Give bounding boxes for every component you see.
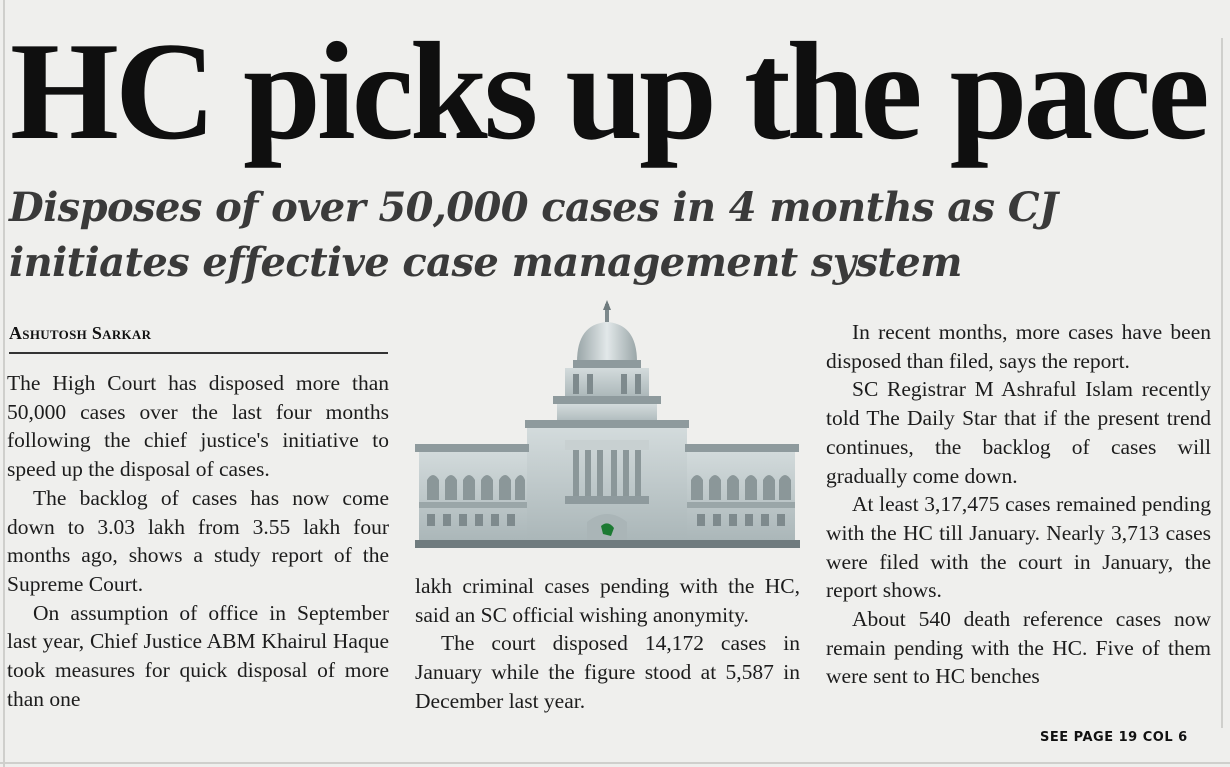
headline: HC picks up the pace bbox=[10, 14, 1206, 169]
article-column-3 bbox=[826, 318, 1211, 691]
paragraph: At least 3,17,475 cases remained pending with the HC till January. Nearly 3,713 cases were filed with the court in January, the report shows. bbox=[826, 492, 1211, 603]
jump-line: SEE PAGE 19 COL 6 bbox=[1040, 730, 1188, 745]
deck-subheadline: Disposes of over 50,000 cases in 4 months as CJ initiates effective case management system bbox=[9, 184, 1058, 286]
article-column-1 bbox=[7, 369, 389, 713]
supreme-court-building-icon bbox=[415, 300, 800, 555]
paragraph: In recent months, more cases have been disposed than filed, says the report. bbox=[826, 320, 1211, 373]
byline: Ashutosh Sarkar bbox=[9, 323, 152, 343]
paragraph: The backlog of cases has now come down to 3.03 lakh from 3.55 lakh four months ago, shows a study report of the Supreme Court. bbox=[7, 485, 389, 596]
paragraph: The High Court has disposed more than 50,000 cases over the last four months following the chief justice's initiative to speed up the disposal of cases. bbox=[7, 371, 389, 482]
paragraph: SC Registrar M Ashraful Islam recently told The Daily Star that if the present trend continues, the backlog of cases will gradually come down. bbox=[826, 377, 1211, 488]
paragraph: The court disposed 14,172 cases in January while the figure stood at 5,587 in December last year. bbox=[415, 631, 800, 713]
paragraph: On assumption of office in September last year, Chief Justice ABM Khairul Haque took measures for quick disposal of more than one bbox=[7, 600, 389, 711]
left-margin-line bbox=[3, 0, 5, 767]
paragraph: lakh criminal cases pending with the HC, said an SC official wishing anonymity. bbox=[415, 574, 800, 627]
bottom-margin-line bbox=[0, 762, 1230, 764]
paragraph: About 540 death reference cases now remain pending with the HC. Five of them were sent to HC benches bbox=[826, 607, 1211, 689]
byline-rule bbox=[9, 352, 388, 354]
article-column-2 bbox=[415, 572, 800, 716]
